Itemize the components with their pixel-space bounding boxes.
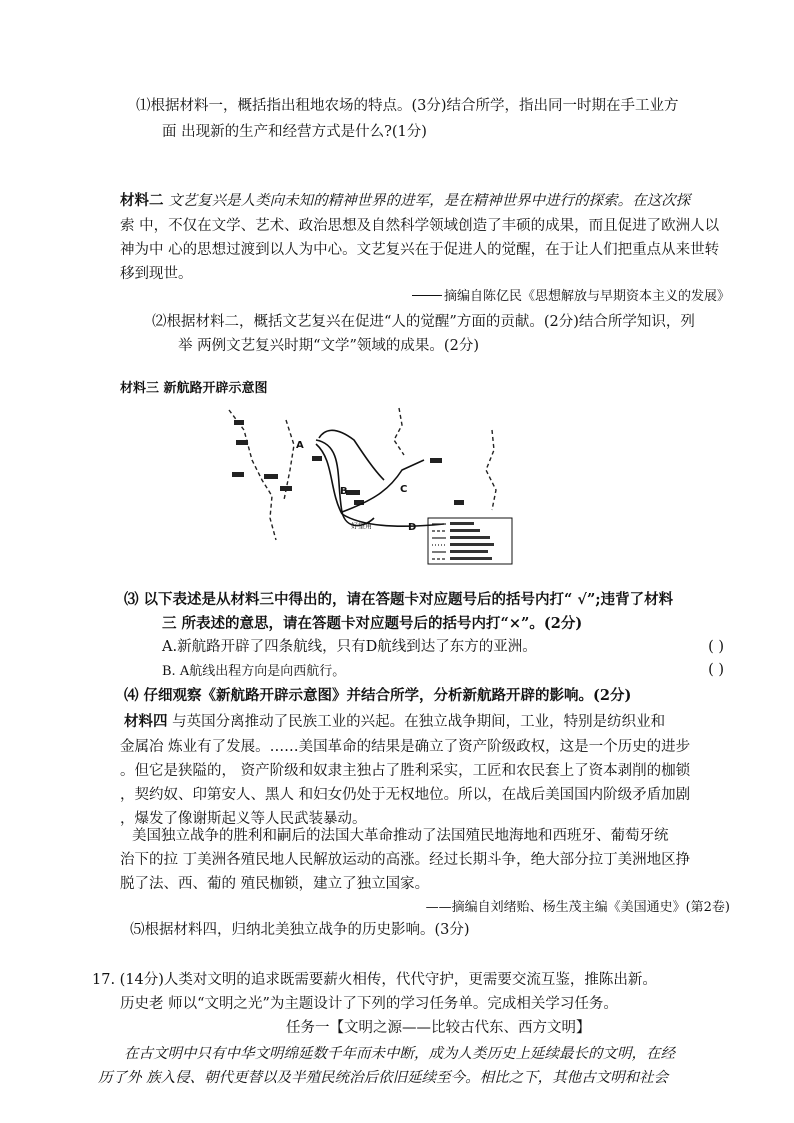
material-4-label: 材料四 xyxy=(124,714,168,730)
material-4-line3: 。但它是狭隘的， 资产阶级和奴隶主独占了胜利采实，工匠和农民套上了资本剥削的枷锁 xyxy=(120,763,691,779)
question-2-line1: ⑵根据材料二，概括文艺复兴在促进“人的觉醒”方面的贡献。(2分)结合所学知识，列 xyxy=(152,314,695,330)
route-label-c: C xyxy=(400,484,408,495)
material-4-line5: ，爆发了像谢斯起义等人民武装暴动。 xyxy=(120,811,367,827)
new-sea-routes-map xyxy=(224,400,516,568)
question-3-option-a: A.新航路开辟了四条航线，只有D航线到达了东方的亚洲。 xyxy=(162,639,537,655)
material-3-title: 材料三 新航路开辟示意图 xyxy=(120,381,268,396)
question-5: ⑸根据材料四，归纳北美独立战争的历史影响。(3分) xyxy=(130,922,470,938)
material-4-para2-line3: 脱了法、西、葡的 殖民枷锁，建立了独立国家。 xyxy=(120,876,430,892)
question-2-line2: 举 两例文艺复兴时期“文学”领域的成果。(2分) xyxy=(178,338,479,354)
material-2-line3: 神为中 心的思想过渡到以人为中心。文艺复兴在于促进人的觉醒，在于让人们把重点从来世转 xyxy=(120,242,720,258)
task-1-para-line2: 历了外 族入侵、朝代更替以及半殖民统治后依旧延续至今。相比之下，其他古文明和社会 xyxy=(98,1070,669,1086)
continent-marks xyxy=(232,420,464,505)
material-4-source: ——摘编自刘绪贻、杨生茂主编《美国通史》(第2卷) xyxy=(425,900,730,915)
routes xyxy=(316,430,444,526)
place-label: 好望角 xyxy=(351,522,372,530)
task-1-para-line1: 在古文明中只有中华文明绵延数千年而未中断，成为人类历史上延续最长的文明，在经 xyxy=(124,1046,675,1062)
material-2-line2: 索 中，不仅在文学、艺术、政治思想及自然科学领域创造了丰硕的成果，而且促进了欧洲人以 xyxy=(120,218,720,234)
material-4-line1: 材料四 与英国分离推动了民族工业的兴起。在独立战争期间，工业，特别是纺织业和 xyxy=(124,714,666,730)
material-4-line2: 金属冶 炼业有了发展。……美国革命的结果是确立了资产阶级政权，这是一个历史的进步 xyxy=(120,739,691,755)
material-4-para2-line1: 美国独立战争的胜利和嗣后的法国大革命推动了法国殖民地海地和西班牙、葡萄牙统 xyxy=(132,828,669,844)
task-1-heading: 任务一【文明之源——比较古代东、西方文明】 xyxy=(286,1020,591,1036)
material-2-label: 材料二 xyxy=(120,193,164,209)
route-label-d: D xyxy=(408,522,417,533)
question-1-line2: 面 出现新的生产和经营方式是什么?(1分) xyxy=(162,124,427,140)
material-4-line4: ，契约奴、印第安人、黑人 和妇女仍处于无权地位。所以，在战后美国国内阶级矛盾加剧 xyxy=(120,787,691,803)
question-3-option-b: B. A航线出程方向是向西航行。 xyxy=(162,664,346,679)
question-1-line1: ⑴根据材料一，概括指出租地农场的特点。(3分)结合所学，指出同一时期在手工业方 xyxy=(136,98,679,114)
question-3-line2: 三 所表述的意思，请在答题卡对应题号后的括号内打“×”。(2分) xyxy=(162,615,583,632)
material-4-para2-line2: 治下的拉 丁美洲各殖民地人民解放运动的高涨。经过长期斗争，绝大部分拉丁美洲地区挣 xyxy=(120,852,691,868)
source-dash xyxy=(412,295,442,296)
option-b-answer-blank: ( ) xyxy=(708,662,724,678)
question-3-line1: ⑶ 以下表述是从材料三中得出的，请在答题卡对应题号后的括号内打“ √”;违背了材料 xyxy=(124,591,674,608)
route-label-b: B xyxy=(340,486,348,497)
material-2-line1: 材料二 文艺复兴是人类向未知的精神世界的进军，是在精神世界中进行的探索。在这次探 xyxy=(120,193,691,209)
material-2-source: 摘编自陈亿民《思想解放与早期资本主义的发展》 xyxy=(412,287,730,307)
material-2-line4: 移到现世。 xyxy=(120,266,193,282)
route-label-a: A xyxy=(296,440,304,451)
question-4: ⑷ 仔细观察《新航路开辟示意图》并结合所学，分析新航路开辟的影响。(2分) xyxy=(124,687,632,704)
question-17-line1: 17. (14分)人类对文明的追求既需要薪火相传，代代守护，更需要交流互鉴，推陈出新。 xyxy=(92,972,657,988)
option-a-answer-blank: ( ) xyxy=(708,639,724,655)
question-17-line2: 历史老 师以“文明之光”为主题设计了下列的学习任务单。完成相关学习任务。 xyxy=(120,996,618,1012)
